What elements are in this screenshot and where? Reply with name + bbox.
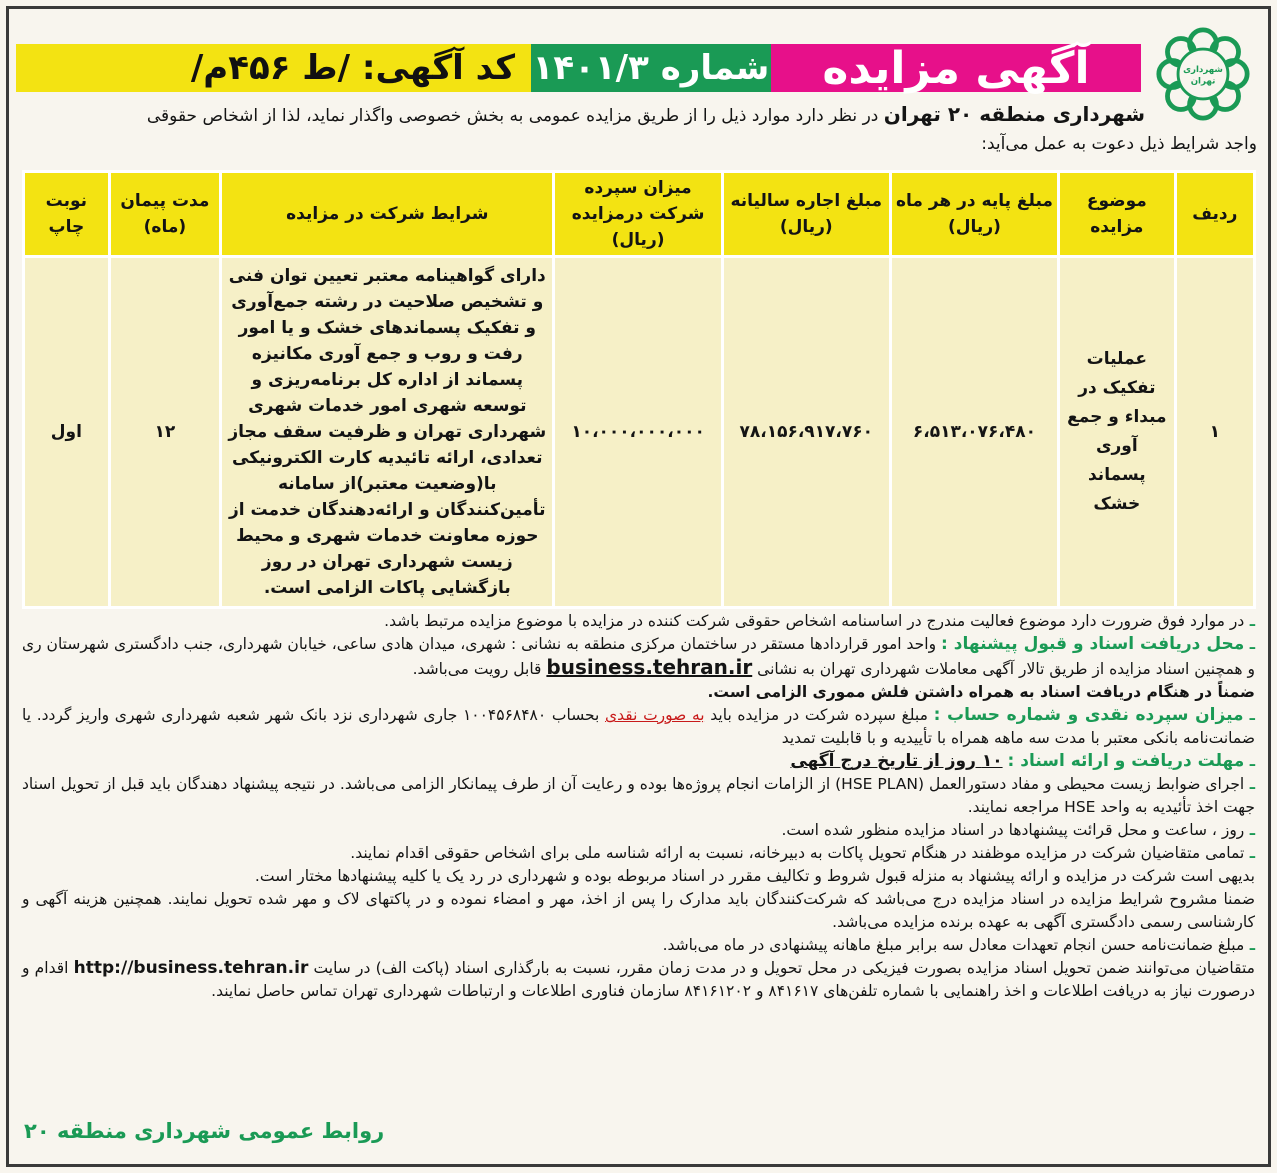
business-url-link[interactable]: http://business.tehran.ir [73, 958, 309, 978]
term-4-deadline: ۱۰ روز از تاریخ درج آگهی [790, 751, 1003, 771]
term-9: ضمنا مشروح شرایط مزایده در اسناد مزایده درج می‌باشد که شرکت‌کنندگان باید مدارک را پس از اخذ، مهر و امضاء نموده و در پاکتهای لاک و مهر شده تحویل نمایند. همچنین هزینه آگهی و کارشناسی رسمی دادگستری آگهی به عهده برنده مزایده می‌باشد. [22, 890, 1255, 931]
term-5: ـ اجرای ضوابط زیست محیطی و مفاد دستورالعمل (HSE PLAN) از الزامات انجام پروژه‌ها بوده و رعایت آن از طرف پیمانکار الزامی می‌باشد. در نتیجه پیشنهاد دهندگان باید قبل از تحویل اسناد جهت اخذ تأئیدیه به واحد HSE مراجعه نمایند. [22, 775, 1255, 816]
term-1: ـ در موارد فوق ضرورت دارد موضوع فعالیت مندرج در اساسنامه اشخاص حقوقی شرکت کننده در مزایده با موضوع مزایده مرتبط باشد. [384, 612, 1255, 630]
term-7: ـ تمامی متقاضیان شرکت در مزایده موظفند در هنگام تحویل پاکات به دبیرخانه، نسبت به ارائه شناسه ملی برای اشخاص حقوقی اقدام نمایند. [350, 844, 1255, 862]
term-3: ـ میزان سپرده نقدی و شماره حساب : مبلغ سپرده شرکت در مزایده باید به صورت نقدی بحساب ۱۰۰۴۵۶۸۴۸۰ جاری شهرداری نزد بانک شهر شعبه شهرداری شهری واریز گردد. یا ضمانت‌نامه بانکی معتبر با مدت سه ماهه همراه با تأییدیه و با قابلیت تمدید [22, 705, 1255, 747]
col-base-price: مبلغ پایه در هر ماه (ریال) [892, 173, 1057, 255]
term-2-end: قابل رویت می‌باشد. [412, 660, 542, 678]
term-11 [22, 957, 1255, 1003]
term-2-title: محل دریافت اسناد و قبول پیشنهاد : [941, 634, 1245, 654]
col-deposit: میزان سپرده شرکت درمزایده (ریال) [555, 173, 720, 255]
terms-section [22, 610, 1255, 1003]
auction-table [22, 170, 1256, 609]
ad-title: آگهی مزایده [771, 44, 1141, 92]
term-8: بدیهی است شرکت در مزایده و ارائه پیشنهاد به منزله قبول شروط و تکالیف مقرر در اسناد مربوطه بوده و شهرداری در رد یک یا کلیه پیشنهادها مختار است. [254, 867, 1255, 885]
col-subject: موضوع مزایده [1060, 173, 1174, 255]
ad-number: شماره ۱۴۰۱/۳ [531, 44, 771, 92]
term-2-note: ضمناً در هنگام دریافت اسناد به همراه داشتن فلش مموری الزامی است. [707, 683, 1255, 701]
business-site-link[interactable]: business.tehran.ir [546, 655, 753, 679]
cell-print-turn: اول [25, 258, 108, 606]
intro-line-2: واجد شرایط ذیل دعوت به عمل می‌آید: [981, 134, 1257, 154]
term-4: ـ مهلت دریافت و ارائه اسناد : ۱۰ روز از تاریخ درج آگهی [790, 751, 1255, 771]
term-3-title: میزان سپرده نقدی و شماره حساب : [933, 705, 1244, 725]
term-2-text: واحد امور قراردادها مستقر در ساختمان مرکزی منطقه به نشانی : شهری، میدان هادی ساعی، خیابان شهرداری، جنب دادگستری شهرستان ری و همچنین اسناد مزایده از طریق تالار آگهی معاملات شهرداری تهران به نشانی [22, 635, 1255, 678]
term-3-cash: به صورت نقدی [605, 706, 705, 724]
term-6-text: روز ، ساعت و محل قرائت پیشنهادها در اسناد مزایده منظور شده است. [781, 821, 1245, 839]
col-annual-rent: مبلغ اجاره سالیانه (ریال) [724, 173, 889, 255]
term-3-text-b: بحساب ۱۰۰۴۵۶۸۴۸۰ جاری شهرداری نزد بانک شهر شعبه شهرداری شهری واریز گردد. یا ضمانت‌نامه بانکی معتبر با مدت سه ماهه همراه با تأییدیه و با قابلیت تمدید [22, 706, 1255, 747]
cell-conditions: دارای گواهینامه معتبر تعیین توان فنی و تشخیص صلاحیت در رشته جمع‌آوری و تفکیک پسماندهای خشک و یا امور رفت و روب و جمع آوری مکانیزه پسماند از اداره کل برنامه‌ریزی و توسعه شهری امور خدمات شهری شهرداری تهران و ظرفیت سقف مجاز تعدادی، ارائه تائیدیه کارت الکترونیکی با(وضعیت معتبر)از سامانه تأمین‌کنندگان و ارائه‌دهندگان خدمت از حوزه معاونت خدمات شهری و محیط زیست شهرداری تهران در روز بازگشایی پاکات الزامی است. [222, 258, 552, 606]
organization-name: شهرداری منطقه ۲۰ تهران [883, 102, 1145, 126]
col-conditions: شرایط شرکت در مزایده [222, 173, 552, 255]
svg-text:تهران: تهران [1190, 76, 1216, 87]
footer-signature: روابط عمومی شهرداری منطقه ۲۰ [24, 1119, 385, 1143]
term-2: ـ محل دریافت اسناد و قبول پیشنهاد : واحد امور قراردادها مستقر در ساختمان مرکزی منطقه به نشانی : شهری، میدان هادی ساعی، خیابان شهرداری، جنب دادگستری شهرستان ری و همچنین اسناد مزایده از طریق تالار آگهی معاملات شهرداری تهران به نشانی business.tehran.ir قابل رویت می‌باشد. [22, 634, 1255, 679]
term-11-text-b: اقدام و درصورت نیاز به دریافت اطلاعات و اخذ راهنمایی با شماره تلفن‌های ۸۴۱۶۱۷ و ۸۴۱۶۱۲۰۲ سازمان فناوری اطلاعات و ارتباطات شهرداری تهران تماس حاصل نمایند. [22, 959, 1255, 1000]
cell-deposit: ۱۰،۰۰۰،۰۰۰،۰۰۰ [555, 258, 720, 606]
cell-duration: ۱۲ [111, 258, 219, 606]
term-5-text: اجرای ضوابط زیست محیطی و مفاد دستورالعمل (HSE PLAN) از الزامات انجام پروژه‌ها بوده و رعایت آن از طرف پیمانکار الزامی می‌باشد. در نتیجه پیشنهاد دهندگان باید قبل از تحویل اسناد جهت اخذ تأئیدیه به واحد HSE مراجعه نمایند. [22, 775, 1255, 816]
table-row [25, 258, 1253, 606]
term-3-text-a: مبلغ سپرده شرکت در مزایده باید [710, 706, 928, 724]
svg-text:شهرداری: شهرداری [1183, 65, 1223, 76]
term-7-text: تمامی متقاضیان شرکت در مزایده موظفند در هنگام تحویل پاکات به دبیرخانه، نسبت به ارائه شناسه ملی برای اشخاص حقوقی اقدام نمایند. [350, 844, 1245, 862]
tehran-municipality-logo [1155, 26, 1251, 122]
cell-annual-rent: ۷۸،۱۵۶،۹۱۷،۷۶۰ [724, 258, 889, 606]
term-1-text: در موارد فوق ضرورت دارد موضوع فعالیت مندرج در اساسنامه اشخاص حقوقی شرکت کننده در مزایده با موضوع مزایده مرتبط باشد. [384, 612, 1245, 630]
term-11-text-a: متقاضیان می‌توانند ضمن تحویل اسناد مزایده بصورت فیزیکی در محل تحویل و در مدت زمان مقرر، نسبت به بارگذاری اسناد (پاکت الف) در سایت [313, 959, 1255, 977]
table-header-row [25, 173, 1253, 255]
term-10-text: مبلغ ضمانت‌نامه حسن انجام تعهدات معادل سه برابر مبلغ ماهانه پیشنهادی در ماه می‌باشد. [662, 936, 1245, 954]
col-print-turn: نوبت چاپ [25, 173, 108, 255]
term-10: ـ مبلغ ضمانت‌نامه حسن انجام تعهدات معادل سه برابر مبلغ ماهانه پیشنهادی در ماه می‌باشد. [662, 936, 1255, 954]
term-6: ـ روز ، ساعت و محل قرائت پیشنهادها در اسناد مزایده منظور شده است. [781, 821, 1255, 839]
cell-base-price: ۶،۵۱۳،۰۷۶،۴۸۰ [892, 258, 1057, 606]
intro-text: در نظر دارد موارد ذیل را از طریق مزایده عمومی به بخش خصوصی واگذار نماید، لذا از اشخاص حقوقی [146, 106, 879, 126]
col-duration: مدت پیمان (ماه) [111, 173, 219, 255]
cell-row: ۱ [1177, 258, 1253, 606]
header [18, 22, 1259, 92]
ad-code: کد آگهی: /ط ۴۵۶م/ [16, 44, 531, 92]
cell-subject: عملیات تفکیک در مبداء و جمع آوری پسماند خشک [1060, 258, 1174, 606]
col-row: ردیف [1177, 173, 1253, 255]
intro-line-1 [18, 100, 1145, 130]
term-4-title: مهلت دریافت و ارائه اسناد : [1007, 751, 1245, 771]
